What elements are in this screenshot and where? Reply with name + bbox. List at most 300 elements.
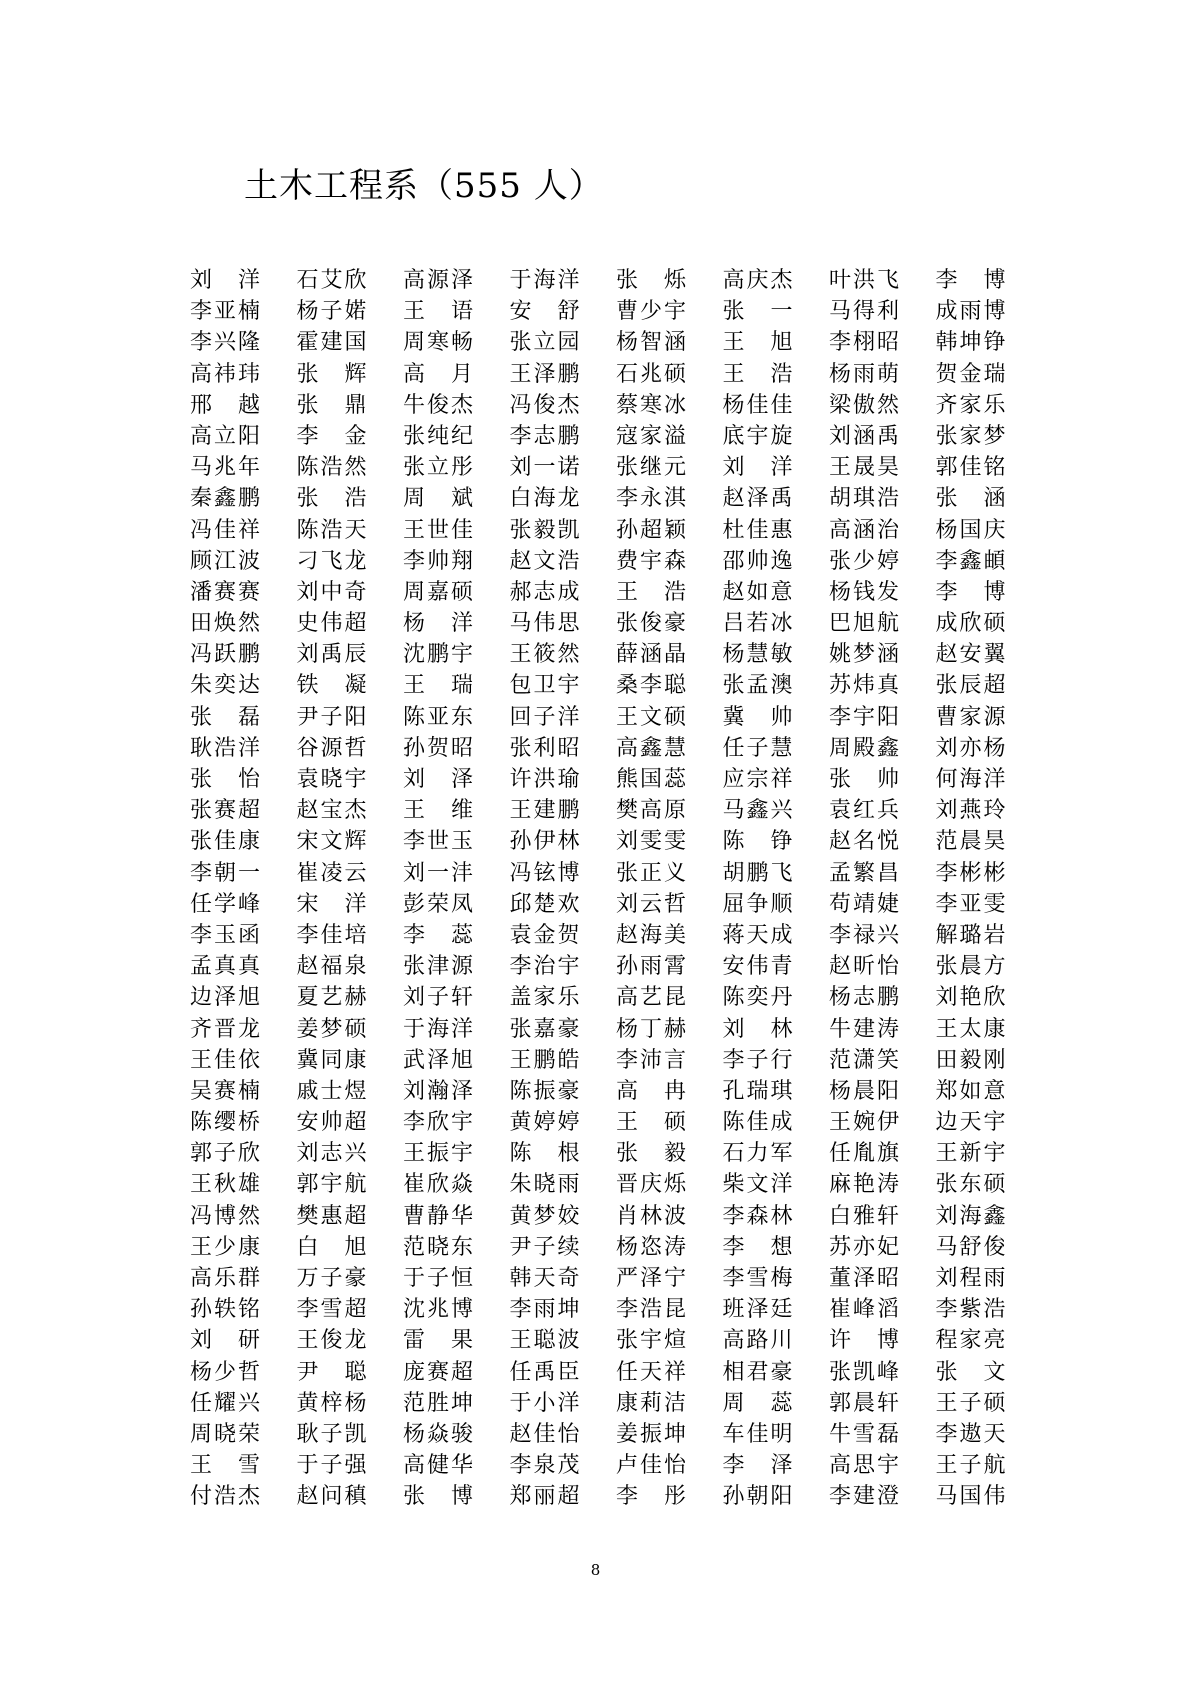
- name-entry: 刘 研: [190, 1328, 260, 1354]
- page-title: 土木工程系（555 人）: [244, 166, 604, 206]
- name-entry: 盖家乐: [509, 985, 582, 1011]
- name-entry: 秦鑫鹏: [190, 486, 263, 512]
- name-entry: 孟繁昌: [829, 860, 902, 886]
- name-entry: 庞赛超: [403, 1359, 476, 1385]
- name-entry: 底宇旋: [722, 423, 795, 449]
- name-entry: 张 博: [403, 1484, 473, 1510]
- name-entry: 黄婷婷: [509, 1110, 582, 1136]
- name-entry: 孙轶铭: [190, 1297, 263, 1323]
- name-entry: 马鑫兴: [722, 798, 795, 824]
- name-entry: 崔欣焱: [403, 1172, 476, 1198]
- name-entry: 马伟思: [509, 611, 582, 637]
- name-entry: 于子恒: [403, 1266, 476, 1291]
- name-entry: 马舒俊: [935, 1234, 1008, 1260]
- name-entry: 张毅凯: [509, 517, 582, 543]
- name-entry: 王鹏皓: [509, 1047, 582, 1073]
- name-entry: 王 维: [403, 798, 473, 824]
- name-entry: 沈鹏宇: [403, 642, 476, 668]
- name-entry: 耿子凯: [296, 1421, 369, 1447]
- name-entry: 刘 洋: [190, 268, 260, 293]
- name-entry: 杨慧敏: [722, 642, 795, 668]
- name-entry: 赵海美: [616, 922, 689, 948]
- name-entry: 潘赛赛: [190, 579, 263, 605]
- name-entry: 冀 帅: [722, 704, 793, 730]
- name-entry: 李帅翔: [403, 548, 476, 574]
- name-entry: 王子硕: [935, 1390, 1008, 1416]
- page-number: 8: [590, 1561, 601, 1579]
- name-entry: 黄梓杨: [296, 1390, 369, 1416]
- name-entry: 张 文: [935, 1359, 1006, 1385]
- name-entry: 李 想: [722, 1234, 793, 1260]
- name-entry: 田毅刚: [935, 1047, 1008, 1073]
- name-entry: 刘燕玲: [935, 798, 1008, 824]
- name-entry: 杨佳佳: [722, 392, 795, 418]
- name-entry: 樊惠超: [296, 1203, 369, 1229]
- name-entry: 李遨天: [935, 1421, 1008, 1447]
- name-entry: 张嘉豪: [509, 1016, 582, 1042]
- name-entry: 成欣硕: [935, 611, 1008, 637]
- name-entry: 朱晓雨: [509, 1172, 582, 1198]
- name-entry: 赵泽禹: [722, 486, 795, 512]
- name-entry: 孙贺昭: [403, 735, 476, 761]
- name-entry: 尹子续: [509, 1234, 582, 1260]
- name-entry: 王秋雄: [190, 1172, 263, 1198]
- name-entry: 李佳培: [296, 922, 369, 948]
- name-entry: 刘雯雯: [616, 829, 689, 855]
- name-entry: 范胜坤: [403, 1390, 476, 1416]
- name-entry: 程家亮: [935, 1328, 1008, 1354]
- name-entry: 杨恣涛: [616, 1234, 689, 1260]
- name-entry: 李 泽: [722, 1453, 793, 1479]
- name-entry: 张纯纪: [403, 423, 476, 449]
- name-entry: 杨雨萌: [829, 361, 902, 387]
- name-entry: 曹家源: [935, 704, 1008, 730]
- name-entry: 边泽旭: [190, 985, 263, 1011]
- name-entry: 刘程雨: [935, 1266, 1008, 1291]
- name-entry: 周 斌: [403, 486, 473, 512]
- name-entry: 樊高原: [616, 798, 689, 824]
- name-entry: 冀同康: [296, 1047, 369, 1073]
- name-entry: 王 瑞: [403, 673, 473, 699]
- name-entry: 刘艳欣: [935, 985, 1008, 1011]
- name-entry: 刘志兴: [296, 1141, 369, 1167]
- name-entry: 姚梦涵: [829, 642, 902, 668]
- name-entry: 杜佳惠: [722, 517, 795, 543]
- name-entry: 曹少宇: [616, 299, 689, 325]
- name-entry: 黄梦姣: [509, 1203, 582, 1229]
- name-entry: 冯铉博: [509, 860, 582, 886]
- name-entry: 李雪梅: [722, 1266, 795, 1291]
- name-entry: 应宗祥: [722, 767, 795, 792]
- name-entry: 宋文辉: [296, 829, 369, 855]
- name-entry: 桑李聪: [616, 673, 689, 699]
- name-entry: 李兴隆: [190, 330, 263, 356]
- name-entry: 车佳明: [722, 1421, 795, 1447]
- name-entry: 张 浩: [296, 486, 367, 512]
- name-entry: 尹子阳: [296, 704, 369, 730]
- name-entry: 张 辉: [296, 361, 367, 387]
- name-entry: 吕若冰: [722, 611, 795, 637]
- name-entry: 刘涵禹: [829, 423, 902, 449]
- name-entry: 边天宇: [935, 1110, 1008, 1136]
- name-entry: 李雨坤: [509, 1297, 582, 1323]
- name-entry: 任禹臣: [509, 1359, 582, 1385]
- name-entry: 王 雪: [190, 1453, 260, 1479]
- name-entry: 张辰超: [935, 673, 1008, 699]
- name-entry: 张 磊: [190, 704, 260, 730]
- name-entry: 邱楚欢: [509, 891, 582, 917]
- name-entry: 张 毅: [616, 1141, 686, 1167]
- name-entry: 胡鹏飞: [722, 860, 795, 886]
- name-entry: 周寒畅: [403, 330, 476, 356]
- name-entry: 费宇森: [616, 548, 689, 574]
- name-entry: 孙超颖: [616, 517, 689, 543]
- name-entry: 张宇煊: [616, 1328, 689, 1354]
- name-entry: 石兆硕: [616, 361, 689, 387]
- name-entry: 韩天奇: [509, 1266, 582, 1291]
- name-entry: 刘中奇: [296, 579, 369, 605]
- name-entry: 杨智涵: [616, 330, 689, 356]
- name-entry: 郭宇航: [296, 1172, 369, 1198]
- name-entry: 郑丽超: [509, 1484, 582, 1510]
- name-entry: 任子慧: [722, 735, 795, 761]
- name-entry: 张家梦: [935, 423, 1008, 449]
- name-entry: 李雪超: [296, 1297, 369, 1323]
- name-entry: 尹 聪: [296, 1359, 367, 1385]
- name-entry: 王 硕: [616, 1110, 686, 1136]
- name-entry: 贺金瑞: [935, 361, 1008, 387]
- name-entry: 李彬彬: [935, 860, 1008, 886]
- name-entry: 范晓东: [403, 1234, 476, 1260]
- name-entry: 赵名悦: [829, 829, 902, 855]
- name-entry: 任胤旗: [829, 1141, 902, 1167]
- name-entry: 陈振豪: [509, 1078, 582, 1104]
- name-entry: 杨少哲: [190, 1359, 263, 1385]
- name-entry: 李禄兴: [829, 922, 902, 948]
- name-entry: 张晨方: [935, 954, 1008, 980]
- name-entry: 王晟昊: [829, 455, 902, 481]
- name-entry: 夏艺赫: [296, 985, 369, 1011]
- name-entry: 梁傲然: [829, 392, 902, 418]
- name-entry: 李鑫頔: [935, 548, 1008, 574]
- name-entry: 顾江波: [190, 548, 263, 574]
- name-entry: 李宇阳: [829, 704, 902, 730]
- name-entry: 高 冉: [616, 1078, 686, 1104]
- name-entry: 熊国蕊: [616, 767, 689, 792]
- name-entry: 康莉洁: [616, 1390, 689, 1416]
- name-entry: 陈 根: [509, 1141, 580, 1167]
- name-entry: 陈浩天: [296, 517, 369, 543]
- name-entry: 齐晋龙: [190, 1016, 263, 1042]
- name-entry: 高思宇: [829, 1453, 902, 1479]
- name-entry: 任学峰: [190, 891, 263, 917]
- name-entry: 苟靖婕: [829, 891, 902, 917]
- name-entry: 雷 果: [403, 1328, 473, 1354]
- name-entry: 王俊龙: [296, 1328, 369, 1354]
- name-entry: 张正义: [616, 860, 689, 886]
- name-entry: 朱奕达: [190, 673, 263, 699]
- name-entry: 杨志鹏: [829, 985, 902, 1011]
- name-entry: 石艾欣: [296, 268, 369, 293]
- name-entry: 耿浩洋: [190, 735, 263, 761]
- name-entry: 麻艳涛: [829, 1172, 902, 1198]
- name-entry: 刘云哲: [616, 891, 689, 917]
- name-entry: 韩坤铮: [935, 330, 1008, 356]
- name-entry: 马兆年: [190, 455, 263, 481]
- name-entry: 杨 洋: [403, 611, 473, 637]
- name-entry: 高立阳: [190, 423, 263, 449]
- name-entry: 曹静华: [403, 1203, 476, 1229]
- name-entry: 王文硕: [616, 704, 689, 730]
- name-entry: 刘 泽: [403, 767, 473, 792]
- name-entry: 高 月: [403, 361, 473, 387]
- name-entry: 牛俊杰: [403, 392, 476, 418]
- name-entry: 刁飞龙: [296, 548, 369, 574]
- name-entry: 张 怡: [190, 767, 260, 792]
- name-entry: 冯佳祥: [190, 517, 263, 543]
- name-entry: 高艺昆: [616, 985, 689, 1011]
- name-entry: 冯跃鹏: [190, 642, 263, 668]
- name-entry: 张津源: [403, 954, 476, 980]
- name-entry: 李朝一: [190, 860, 263, 886]
- name-entry: 李玉函: [190, 922, 263, 948]
- name-entry: 孙雨霄: [616, 954, 689, 980]
- name-entry: 卢佳怡: [616, 1453, 689, 1479]
- name-entry: 周嘉硕: [403, 579, 476, 605]
- name-entry: 许洪瑜: [509, 767, 582, 792]
- name-entry: 杨子婼: [296, 299, 369, 325]
- name-entry: 屈争顺: [722, 891, 795, 917]
- name-entry: 李泉茂: [509, 1453, 582, 1479]
- name-entry: 王少康: [190, 1234, 263, 1260]
- name-entry: 李 彤: [616, 1484, 686, 1510]
- name-entry: 张佳康: [190, 829, 263, 855]
- name-entry: 张 涵: [935, 486, 1006, 512]
- name-entry: 刘子轩: [403, 985, 476, 1011]
- name-entry: 张继元: [616, 455, 689, 481]
- name-entry: 蔡寒冰: [616, 392, 689, 418]
- name-entry: 范晨昊: [935, 829, 1008, 855]
- name-entry: 刘亦杨: [935, 735, 1008, 761]
- name-entry: 万子豪: [296, 1266, 369, 1291]
- name-entry: 赵昕怡: [829, 954, 902, 980]
- name-entry: 柴文洋: [722, 1172, 795, 1198]
- name-entry: 李 蕊: [403, 922, 473, 948]
- name-entry: 刘一沣: [403, 860, 476, 886]
- name-entry: 薛涵晶: [616, 642, 689, 668]
- name-entry: 白 旭: [296, 1234, 367, 1260]
- name-entry: 陈佳成: [722, 1110, 795, 1136]
- name-entry: 王 浩: [616, 579, 686, 605]
- name-entry: 王新宇: [935, 1141, 1008, 1167]
- name-entry: 赵问稹: [296, 1484, 369, 1510]
- name-entry: 王世佳: [403, 517, 476, 543]
- name-entry: 杨丁赫: [616, 1016, 689, 1042]
- name-entry: 李浩昆: [616, 1297, 689, 1323]
- name-entry: 安伟青: [722, 954, 795, 980]
- name-entry: 于小洋: [509, 1390, 582, 1416]
- name-entry: 晋庆烁: [616, 1172, 689, 1198]
- name-entry: 李世玉: [403, 829, 476, 855]
- name-entry: 袁金贺: [509, 922, 582, 948]
- name-entry: 高庆杰: [722, 268, 795, 293]
- name-entry: 李志鹏: [509, 423, 582, 449]
- name-entry: 陈亚东: [403, 704, 476, 730]
- name-entry: 张俊豪: [616, 611, 689, 637]
- name-entry: 寇家溢: [616, 423, 689, 449]
- name-entry: 张利昭: [509, 735, 582, 761]
- name-entry: 周 蕊: [722, 1390, 793, 1416]
- name-entry: 刘一诺: [509, 455, 582, 481]
- name-entry: 许 博: [829, 1328, 899, 1354]
- name-entry: 马国伟: [935, 1484, 1008, 1510]
- name-entry: 班泽廷: [722, 1297, 795, 1323]
- name-entry: 回子洋: [509, 704, 582, 730]
- name-entry: 铁 凝: [296, 673, 367, 699]
- name-entry: 于海洋: [403, 1016, 476, 1042]
- name-entry: 王 语: [403, 299, 473, 325]
- name-entry: 邢 越: [190, 392, 260, 418]
- name-entry: 李森林: [722, 1203, 795, 1229]
- name-entry: 马得利: [829, 299, 902, 325]
- name-entry: 赵佳怡: [509, 1421, 582, 1447]
- name-entry: 张立园: [509, 330, 582, 356]
- name-entry: 史伟超: [296, 611, 369, 637]
- name-entry: 袁红兵: [829, 798, 902, 824]
- name-entry: 安帅超: [296, 1110, 369, 1136]
- name-entry: 张孟澳: [722, 673, 795, 699]
- name-entry: 刘海鑫: [935, 1203, 1008, 1229]
- name-entry: 孙伊林: [509, 829, 582, 855]
- name-entry: 巴旭航: [829, 611, 902, 637]
- name-entry: 赵福泉: [296, 954, 369, 980]
- name-entry: 李亚雯: [935, 891, 1008, 917]
- name-entry: 郭佳铭: [935, 455, 1008, 481]
- name-entry: 李子行: [722, 1047, 795, 1073]
- name-entry: 李栩昭: [829, 330, 902, 356]
- name-entry: 田焕然: [190, 611, 263, 637]
- name-entry: 齐家乐: [935, 392, 1008, 418]
- name-entry: 孔瑞琪: [722, 1078, 795, 1104]
- name-entry: 吴赛楠: [190, 1078, 263, 1104]
- name-entry: 沈兆博: [403, 1297, 476, 1323]
- name-entry: 张立彤: [403, 455, 476, 481]
- name-entry: 胡琪浩: [829, 486, 902, 512]
- name-entry: 刘禹辰: [296, 642, 369, 668]
- name-entry: 郭晨轩: [829, 1390, 902, 1416]
- name-entry: 高祎玮: [190, 361, 263, 387]
- name-entry: 李紫浩: [935, 1297, 1008, 1323]
- name-entry: 苏炜真: [829, 673, 902, 699]
- name-entry: 张少婷: [829, 548, 902, 574]
- name-entry: 李沛言: [616, 1047, 689, 1073]
- name-entry: 李永淇: [616, 486, 689, 512]
- name-entry: 李 博: [935, 268, 1006, 293]
- name-entry: 白雅轩: [829, 1203, 902, 1229]
- name-entry: 成雨博: [935, 299, 1008, 325]
- name-entry: 王振宇: [403, 1141, 476, 1167]
- name-entry: 赵安翼: [935, 642, 1008, 668]
- name-entry: 冯俊杰: [509, 392, 582, 418]
- name-entry: 霍建国: [296, 330, 369, 356]
- name-entry: 苏亦妃: [829, 1234, 902, 1260]
- name-entry: 冯博然: [190, 1203, 263, 1229]
- name-entry: 陈奕丹: [722, 985, 795, 1011]
- name-entry: 牛雪磊: [829, 1421, 902, 1447]
- name-entry: 李治宇: [509, 954, 582, 980]
- name-entry: 李欣宇: [403, 1110, 476, 1136]
- name-entry: 于子强: [296, 1453, 369, 1479]
- name-entry: 王建鹏: [509, 798, 582, 824]
- name-entry: 杨钱发: [829, 579, 902, 605]
- name-entry: 王 浩: [722, 361, 793, 387]
- name-entry: 陈 铮: [722, 829, 793, 855]
- name-entry: 周晓荣: [190, 1421, 263, 1447]
- name-entry: 崔峰滔: [829, 1297, 902, 1323]
- name-entry: 李 博: [935, 579, 1006, 605]
- name-entry: 张东硕: [935, 1172, 1008, 1198]
- name-entry: 孟真真: [190, 954, 263, 980]
- name-entry: 张凯峰: [829, 1359, 902, 1385]
- name-list: [190, 265, 1042, 1513]
- name-entry: 宋 洋: [296, 891, 367, 917]
- name-entry: 任耀兴: [190, 1390, 263, 1416]
- name-entry: 叶洪飞: [829, 268, 902, 293]
- name-entry: 张赛超: [190, 798, 263, 824]
- name-entry: 张 烁: [616, 268, 686, 293]
- name-entry: 付浩杰: [190, 1484, 263, 1510]
- name-entry: 王 旭: [722, 330, 793, 356]
- name-entry: 白海龙: [509, 486, 582, 512]
- name-entry: 石力军: [722, 1141, 795, 1167]
- name-entry: 于海洋: [509, 268, 582, 293]
- name-entry: 牛建涛: [829, 1016, 902, 1042]
- name-entry: 袁晓宇: [296, 767, 369, 792]
- name-entry: 杨国庆: [935, 517, 1008, 543]
- name-entry: 陈缨桥: [190, 1110, 263, 1136]
- name-entry: 张 帅: [829, 767, 899, 792]
- name-entry: 王太康: [935, 1016, 1008, 1042]
- name-entry: 解璐岩: [935, 922, 1008, 948]
- name-entry: 郭子欣: [190, 1141, 263, 1167]
- name-entry: 谷源哲: [296, 735, 369, 761]
- name-entry: 李亚楠: [190, 299, 263, 325]
- name-entry: 高鑫慧: [616, 735, 689, 761]
- name-entry: 邵帅逸: [722, 548, 795, 574]
- name-entry: 姜梦硕: [296, 1016, 369, 1042]
- name-entry: 刘瀚泽: [403, 1078, 476, 1104]
- name-entry: 高健华: [403, 1453, 476, 1479]
- name-entry: 赵宝杰: [296, 798, 369, 824]
- name-entry: 高源泽: [403, 268, 476, 293]
- name-entry: 杨焱骏: [403, 1421, 476, 1447]
- name-entry: 王子航: [935, 1453, 1008, 1479]
- name-entry: 范潇笑: [829, 1047, 902, 1073]
- name-entry: 姜振坤: [616, 1421, 689, 1447]
- name-entry: 张 鼎: [296, 392, 367, 418]
- name-entry: 戚士煜: [296, 1078, 369, 1104]
- name-entry: 王泽鹏: [509, 361, 582, 387]
- name-entry: 安 舒: [509, 299, 580, 325]
- name-entry: 武泽旭: [403, 1047, 476, 1073]
- name-entry: 彭荣凤: [403, 891, 476, 917]
- name-entry: 任天祥: [616, 1359, 689, 1385]
- name-entry: 张 一: [722, 299, 793, 325]
- name-entry: 陈浩然: [296, 455, 369, 481]
- name-entry: 王婉伊: [829, 1110, 902, 1136]
- name-entry: 高路川: [722, 1328, 795, 1354]
- name-entry: 郝志成: [509, 579, 582, 605]
